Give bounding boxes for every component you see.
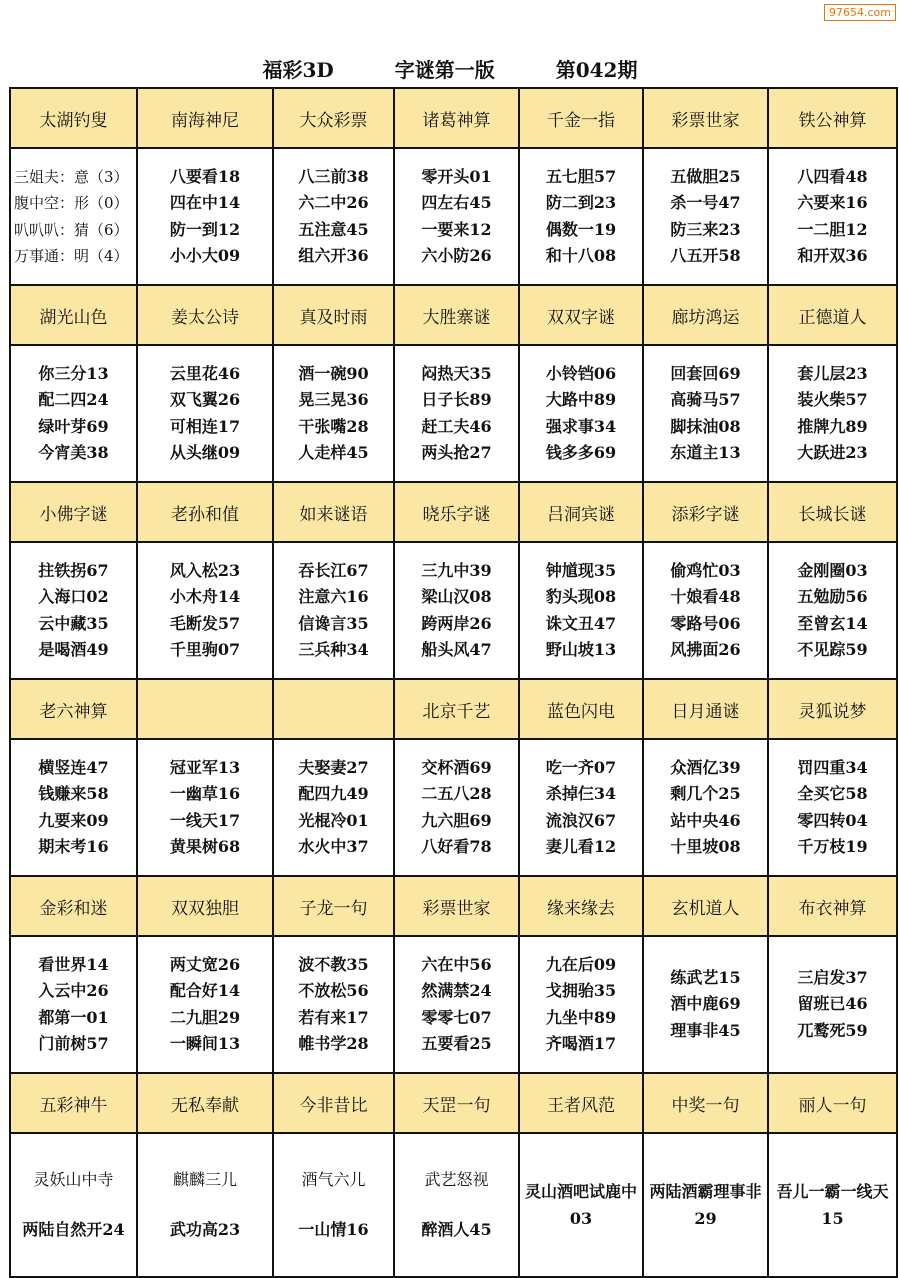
riddle-cell	[519, 148, 643, 285]
riddle-cell	[394, 345, 519, 482]
riddle-line: 吾儿一霸一线天15	[776, 1182, 889, 1228]
header-row	[10, 876, 897, 936]
riddle-cell	[137, 148, 273, 285]
riddle-line: 可相连17	[169, 416, 241, 436]
riddle-line: 十娘看48	[670, 587, 741, 606]
riddle-line: 防三来23	[670, 219, 741, 239]
riddle-line: 今宵美38	[38, 443, 109, 462]
column-author-header: 玄机道人	[643, 876, 768, 936]
riddle-line: 高骑马57	[670, 390, 741, 409]
column-author-header: 老六神算	[10, 679, 137, 739]
riddle-line: 风拂面26	[670, 640, 741, 659]
riddle-cell	[137, 739, 273, 876]
header-row	[10, 1073, 897, 1133]
riddle-cell	[643, 1133, 768, 1277]
riddle-line: 帷书学28	[298, 1034, 369, 1053]
riddle-line: 三兵种34	[298, 640, 369, 659]
column-author-header: 布衣神算	[768, 876, 897, 936]
riddle-line: 干张嘴28	[298, 416, 369, 436]
riddle-line: 大路中89	[545, 390, 617, 409]
riddle-line: 九六胆69	[421, 810, 492, 830]
riddle-line: 小木舟14	[169, 587, 241, 606]
riddle-line: 东道主13	[670, 443, 741, 462]
riddle-line: 至曾玄14	[797, 613, 868, 633]
riddle-line: 绿叶芽69	[38, 416, 109, 436]
riddle-line: 金刚圈03	[797, 560, 868, 580]
riddle-line: 腹中空：形（0）	[14, 194, 129, 212]
column-author-header: 诸葛神算	[394, 88, 519, 148]
riddle-cell	[768, 739, 897, 876]
riddle-row	[10, 345, 897, 482]
riddle-line: 野山坡13	[545, 640, 617, 659]
riddle-line: 大跃进23	[797, 443, 868, 462]
riddle-line: 八要看18	[169, 166, 241, 186]
riddle-cell	[10, 936, 137, 1073]
riddle-cell	[768, 345, 897, 482]
riddle-line: 交杯酒69	[421, 757, 492, 777]
site-watermark: 97654.com	[824, 4, 896, 21]
riddle-cell	[394, 542, 519, 679]
riddle-line: 钱多多69	[545, 443, 617, 462]
riddle-line: 八五开58	[670, 246, 741, 265]
column-author-header: 千金一指	[519, 88, 643, 148]
riddle-line: 六要来16	[797, 193, 868, 212]
riddle-line: 期末考16	[38, 837, 109, 856]
riddle-line: 罚四重34	[797, 757, 868, 777]
column-author-header: 无私奉献	[137, 1073, 273, 1133]
riddle-line: 六在中56	[421, 954, 492, 974]
riddle-line: 零四转04	[797, 810, 868, 830]
riddle-cell	[273, 739, 394, 876]
riddle-line: 千里驹07	[169, 640, 241, 659]
riddle-line: 一山情16	[298, 1220, 369, 1239]
riddle-line: 毛断发57	[169, 613, 241, 633]
riddle-line: 一二胆12	[797, 219, 868, 239]
riddle-cell	[137, 1133, 273, 1277]
riddle-cell	[273, 542, 394, 679]
riddle-cell	[137, 345, 273, 482]
riddle-line: 万事通：明（4）	[14, 247, 129, 265]
riddle-line: 五勉励56	[797, 587, 868, 606]
riddle-line: 六小防26	[421, 246, 492, 265]
riddle-line: 酒中鹿69	[670, 994, 741, 1014]
riddle-line: 入云中26	[38, 981, 109, 1000]
riddle-line: 二九胆29	[169, 1007, 241, 1027]
riddle-line: 光棍冷01	[298, 810, 369, 830]
riddle-line: 风入松23	[169, 560, 241, 580]
column-author-header: 真及时雨	[273, 285, 394, 345]
riddle-line: 套儿层23	[797, 363, 868, 383]
column-author-header: 五彩神牛	[10, 1073, 137, 1133]
riddle-cell	[643, 739, 768, 876]
riddle-line: 你三分13	[38, 363, 109, 383]
riddle-line: 灵妖山中寺	[33, 1169, 114, 1189]
riddle-cell	[273, 148, 394, 285]
column-author-header: 金彩和迷	[10, 876, 137, 936]
riddle-line: 九要来09	[38, 810, 109, 830]
header-row	[10, 88, 897, 148]
riddle-line: 推牌九89	[797, 416, 868, 436]
riddle-line: 拄铁拐67	[38, 560, 109, 580]
riddle-line: 不放松56	[298, 981, 369, 1000]
riddle-cell	[519, 345, 643, 482]
riddle-line: 六二中26	[298, 193, 369, 212]
column-author-header: 如来谜语	[273, 482, 394, 542]
riddle-line: 回套回69	[670, 363, 741, 383]
riddle-line: 配四九49	[298, 784, 369, 803]
riddle-line: 黄果树68	[169, 837, 241, 856]
riddle-line: 杀一号47	[670, 193, 741, 212]
riddle-row	[10, 148, 897, 285]
riddle-line: 武艺怒视	[424, 1169, 489, 1189]
riddle-line: 诛文丑47	[545, 613, 617, 633]
riddle-line: 吞长江67	[298, 560, 369, 580]
column-author-header: 湖光山色	[10, 285, 137, 345]
riddle-line: 叭叭叭：猜（6）	[14, 220, 129, 239]
riddle-line: 一瞬间13	[169, 1034, 241, 1053]
riddle-line: 三启发37	[797, 967, 868, 987]
column-author-header: 今非昔比	[273, 1073, 394, 1133]
riddle-row	[10, 739, 897, 876]
riddle-line: 零零七07	[421, 1007, 492, 1027]
riddle-line: 日子长89	[421, 390, 492, 409]
riddle-line: 武功高23	[169, 1220, 241, 1239]
riddle-cell	[394, 1133, 519, 1277]
riddle-line: 全买它58	[797, 784, 868, 803]
column-author-header	[137, 679, 273, 739]
riddle-line: 赶工夫46	[421, 416, 492, 436]
riddle-line: 配二四24	[38, 390, 109, 409]
riddle-line: 防一到12	[169, 219, 241, 239]
riddle-line: 钱赚来58	[38, 784, 109, 803]
column-author-header: 大众彩票	[273, 88, 394, 148]
column-author-header: 太湖钓叟	[10, 88, 137, 148]
riddle-cell	[768, 936, 897, 1073]
column-author-header: 灵狐说梦	[768, 679, 897, 739]
riddle-line: 组六开36	[298, 246, 369, 265]
column-author-header: 长城长谜	[768, 482, 897, 542]
riddle-line: 八好看78	[421, 837, 492, 856]
riddle-cell	[519, 739, 643, 876]
column-author-header: 彩票世家	[394, 876, 519, 936]
riddle-line: 留班已46	[797, 994, 868, 1014]
riddle-line: 波不教35	[298, 954, 369, 974]
riddle-cell	[519, 936, 643, 1073]
riddle-line: 兀鹜死59	[797, 1020, 868, 1040]
riddle-line: 剩几个25	[670, 784, 741, 803]
riddle-line: 戈拥骀35	[545, 981, 617, 1000]
riddle-cell	[394, 148, 519, 285]
riddle-cell	[768, 148, 897, 285]
riddle-line: 都第一01	[38, 1007, 109, 1027]
riddle-line: 闷热天35	[421, 363, 492, 383]
riddle-line: 门前树57	[38, 1034, 109, 1053]
riddle-line: 冠亚军13	[169, 757, 241, 777]
riddle-line: 是喝酒49	[38, 640, 109, 659]
riddle-cell	[519, 1133, 643, 1277]
riddle-line: 夫娶妻27	[298, 757, 369, 777]
column-author-header: 蓝色闪电	[519, 679, 643, 739]
column-author-header: 日月通谜	[643, 679, 768, 739]
riddle-cell	[768, 1133, 897, 1277]
riddle-line: 两陆自然开24	[22, 1220, 125, 1239]
riddle-line: 脚抹油08	[670, 416, 741, 436]
riddle-line: 站中央46	[670, 810, 741, 830]
riddle-line: 五要看25	[421, 1034, 492, 1053]
riddle-line: 一线天17	[169, 810, 241, 830]
riddle-line: 零路号06	[670, 613, 741, 633]
riddle-line: 酒气六儿	[301, 1169, 366, 1189]
riddle-line: 和十八08	[545, 246, 617, 265]
riddle-table	[9, 87, 898, 1278]
riddle-line: 四左右45	[421, 193, 492, 212]
column-author-header: 北京千艺	[394, 679, 519, 739]
riddle-line: 五做胆25	[670, 166, 741, 186]
riddle-line: 配合好14	[169, 981, 241, 1000]
riddle-line: 看世界14	[38, 954, 109, 974]
riddle-line: 齐喝酒17	[545, 1034, 617, 1053]
riddle-line: 麒麟三儿	[172, 1169, 237, 1189]
column-author-header: 双双独胆	[137, 876, 273, 936]
riddle-line: 妻儿看12	[545, 837, 617, 856]
riddle-cell	[273, 1133, 394, 1277]
riddle-cell	[273, 345, 394, 482]
title-issue: 第042期	[555, 58, 638, 82]
column-author-header: 正德道人	[768, 285, 897, 345]
column-author-header: 姜太公诗	[137, 285, 273, 345]
riddle-line: 水火中37	[298, 837, 369, 856]
column-author-header: 南海神尼	[137, 88, 273, 148]
riddle-cell	[137, 542, 273, 679]
column-author-header: 中奖一句	[643, 1073, 768, 1133]
riddle-line: 装火柴57	[797, 390, 868, 409]
title-lottery: 福彩3D	[262, 58, 334, 82]
riddle-line: 理事非45	[670, 1020, 741, 1040]
header-row	[10, 482, 897, 542]
riddle-line: 酒一碗90	[298, 363, 369, 383]
riddle-line: 偷鸡忙03	[670, 560, 741, 580]
riddle-line: 入海口02	[38, 587, 109, 606]
riddle-cell	[394, 936, 519, 1073]
column-author-header: 彩票世家	[643, 88, 768, 148]
column-author-header	[273, 679, 394, 739]
riddle-cell	[643, 148, 768, 285]
riddle-cell	[643, 345, 768, 482]
column-author-header: 双双字谜	[519, 285, 643, 345]
column-author-header: 天罡一句	[394, 1073, 519, 1133]
riddle-line: 八三前38	[298, 166, 369, 186]
riddle-line: 灵山酒吧试鹿中03	[524, 1182, 637, 1228]
riddle-line: 三姐夫：意（3）	[14, 167, 129, 186]
riddle-row	[10, 936, 897, 1073]
riddle-line: 杀掉仨34	[545, 784, 617, 803]
riddle-line: 横竖连47	[38, 757, 109, 777]
riddle-line: 五七胆57	[545, 166, 617, 186]
riddle-line: 八四看48	[797, 166, 868, 186]
riddle-line: 四在中14	[169, 193, 241, 212]
riddle-cell	[768, 542, 897, 679]
riddle-line: 晃三晃36	[298, 390, 369, 409]
riddle-line: 三九中39	[421, 560, 492, 580]
riddle-line: 零开头01	[421, 166, 492, 186]
riddle-line: 云里花46	[169, 363, 241, 383]
riddle-row	[10, 1133, 897, 1277]
riddle-line: 防二到23	[545, 193, 617, 212]
column-author-header: 廊坊鸿运	[643, 285, 768, 345]
riddle-line: 五注意45	[298, 219, 369, 239]
riddle-line: 醉酒人45	[421, 1220, 492, 1239]
column-author-header: 添彩字谜	[643, 482, 768, 542]
riddle-line: 然满禁24	[421, 981, 492, 1000]
column-author-header: 缘来缘去	[519, 876, 643, 936]
riddle-line: 船头风47	[421, 640, 492, 659]
riddle-line: 一要来12	[421, 219, 492, 239]
riddle-line: 从头继09	[169, 443, 241, 462]
riddle-line: 千万枝19	[797, 837, 868, 856]
riddle-cell	[519, 542, 643, 679]
riddle-line: 豹头现08	[545, 587, 617, 606]
riddle-line: 两陆酒霸理事非29	[649, 1182, 762, 1228]
riddle-cell	[394, 739, 519, 876]
riddle-line: 两头抢27	[421, 443, 492, 462]
riddle-line: 和开双36	[797, 246, 868, 265]
riddle-line: 众酒亿39	[670, 757, 741, 777]
column-author-header: 吕洞宾谜	[519, 482, 643, 542]
riddle-cell	[273, 936, 394, 1073]
riddle-line: 小铃铛06	[545, 363, 617, 383]
riddle-line: 一幽草16	[169, 784, 241, 803]
riddle-line: 钟馗现35	[545, 560, 617, 580]
column-author-header: 子龙一句	[273, 876, 394, 936]
riddle-line: 强求事34	[545, 416, 617, 436]
column-author-header: 丽人一句	[768, 1073, 897, 1133]
riddle-line: 流浪汉67	[545, 810, 617, 830]
riddle-line: 不见踪59	[797, 640, 868, 659]
riddle-line: 人走样45	[298, 443, 369, 462]
title-name: 字谜第一版	[394, 58, 495, 82]
riddle-line: 双飞翼26	[169, 390, 241, 409]
riddle-line: 九坐中89	[545, 1007, 617, 1027]
page-title	[0, 54, 900, 83]
riddle-cell	[10, 345, 137, 482]
riddle-line: 跨两岸26	[421, 613, 492, 633]
riddle-line: 两丈宽26	[169, 954, 241, 974]
riddle-line: 信谗言35	[298, 613, 369, 633]
column-author-header: 大胜寨谜	[394, 285, 519, 345]
riddle-cell	[10, 739, 137, 876]
riddle-line: 练武艺15	[670, 967, 741, 987]
riddle-line: 九在后09	[545, 954, 617, 974]
riddle-line: 十里坡08	[670, 837, 741, 856]
header-row	[10, 679, 897, 739]
riddle-cell	[10, 542, 137, 679]
riddle-line: 吃一齐07	[545, 757, 617, 777]
riddle-cell	[10, 148, 137, 285]
column-author-header: 晓乐字谜	[394, 482, 519, 542]
riddle-line: 二五八28	[421, 784, 492, 803]
column-author-header: 王者风范	[519, 1073, 643, 1133]
riddle-line: 云中藏35	[38, 613, 109, 633]
riddle-cell	[643, 542, 768, 679]
riddle-row	[10, 542, 897, 679]
riddle-line: 注意六16	[298, 587, 369, 606]
column-author-header: 小佛字谜	[10, 482, 137, 542]
riddle-line: 梁山汉08	[421, 587, 492, 606]
riddle-cell	[643, 936, 768, 1073]
column-author-header: 铁公神算	[768, 88, 897, 148]
column-author-header: 老孙和值	[137, 482, 273, 542]
riddle-line: 偶数一19	[545, 219, 617, 239]
riddle-line: 小小大09	[169, 246, 241, 265]
header-row	[10, 285, 897, 345]
riddle-line: 若有来17	[298, 1007, 369, 1027]
riddle-cell	[10, 1133, 137, 1277]
riddle-cell	[137, 936, 273, 1073]
